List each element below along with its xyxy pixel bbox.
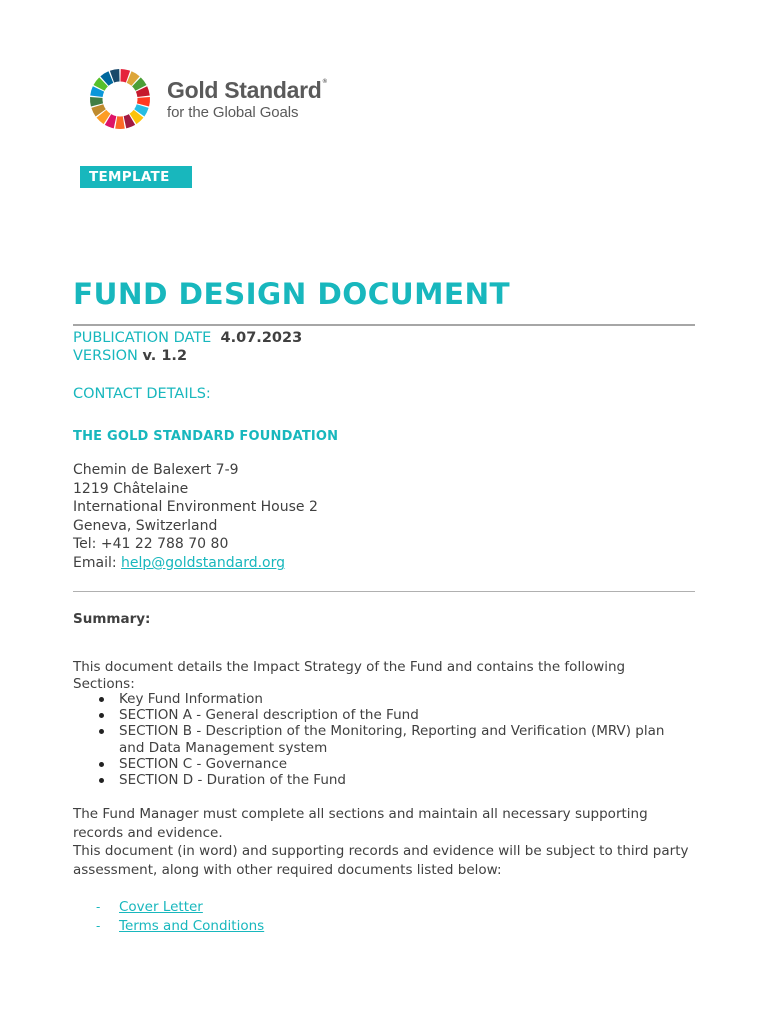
summary-paragraph-requirements: The Fund Manager must complete all sections and maintain all necessary supporting records and evidence. bbox=[73, 806, 648, 841]
address-line: Geneva, Switzerland bbox=[73, 517, 218, 534]
summary-intro: This document details the Impact Strategy of the Fund and contains the following Sections: bbox=[73, 659, 626, 692]
list-item bbox=[73, 917, 264, 936]
publication-date-value: 4.07.2023 bbox=[220, 330, 303, 346]
logo-subtitle: for the Global Goals bbox=[167, 103, 299, 121]
dash-bullet: - bbox=[96, 900, 101, 914]
summary-heading: Summary: bbox=[73, 611, 151, 627]
publication-date-line bbox=[73, 330, 302, 346]
list-item: SECTION A - General description of the Fund bbox=[119, 707, 683, 723]
publication-date-label: PUBLICATION DATE bbox=[73, 330, 212, 346]
address-line: International Environment House 2 bbox=[73, 499, 318, 516]
version-label: VERSION bbox=[73, 348, 138, 364]
list-item: SECTION B - Description of the Monitoring, Reporting and Verification (MRV) plan and Data Management system bbox=[119, 723, 683, 755]
address-line: 1219 Châtelaine bbox=[73, 480, 189, 497]
cover-letter-link[interactable]: Cover Letter bbox=[119, 899, 203, 915]
gold-standard-logo bbox=[89, 68, 327, 130]
contact-address bbox=[73, 461, 318, 573]
dash-bullet: - bbox=[96, 919, 101, 933]
document-title: FUND DESIGN DOCUMENT bbox=[73, 277, 511, 311]
address-line: Chemin de Balexert 7-9 bbox=[73, 462, 239, 478]
list-item: SECTION D - Duration of the Fund bbox=[119, 772, 683, 788]
logo-title: Gold Standard® bbox=[167, 76, 327, 103]
list-item: SECTION C - Governance bbox=[119, 756, 683, 772]
title-divider bbox=[73, 324, 695, 326]
email-label: Email: bbox=[73, 554, 117, 571]
sections-list bbox=[73, 691, 683, 788]
organization-name: THE GOLD STANDARD FOUNDATION bbox=[73, 429, 339, 444]
summary-divider bbox=[73, 591, 695, 592]
list-item: Key Fund Information bbox=[119, 691, 683, 707]
logo-wordmark bbox=[167, 76, 327, 121]
sdg-wheel-icon bbox=[89, 68, 151, 130]
required-documents-list bbox=[73, 898, 264, 936]
email-link[interactable]: help@goldstandard.org bbox=[121, 554, 286, 571]
email-line bbox=[73, 554, 318, 573]
version-line bbox=[73, 348, 187, 364]
summary-paragraph-assessment: This document (in word) and supporting records and evidence will be subject to third party assessment, along with other required documents listed below: bbox=[73, 843, 689, 878]
phone-line: Tel: +41 22 788 70 80 bbox=[73, 536, 229, 553]
contact-details-heading: CONTACT DETAILS: bbox=[73, 386, 211, 402]
list-item bbox=[73, 898, 264, 917]
sdg-wheel-segment bbox=[115, 116, 125, 129]
terms-and-conditions-link[interactable]: Terms and Conditions bbox=[119, 918, 265, 934]
version-value: v. 1.2 bbox=[142, 348, 188, 364]
template-badge: TEMPLATE bbox=[80, 166, 192, 188]
